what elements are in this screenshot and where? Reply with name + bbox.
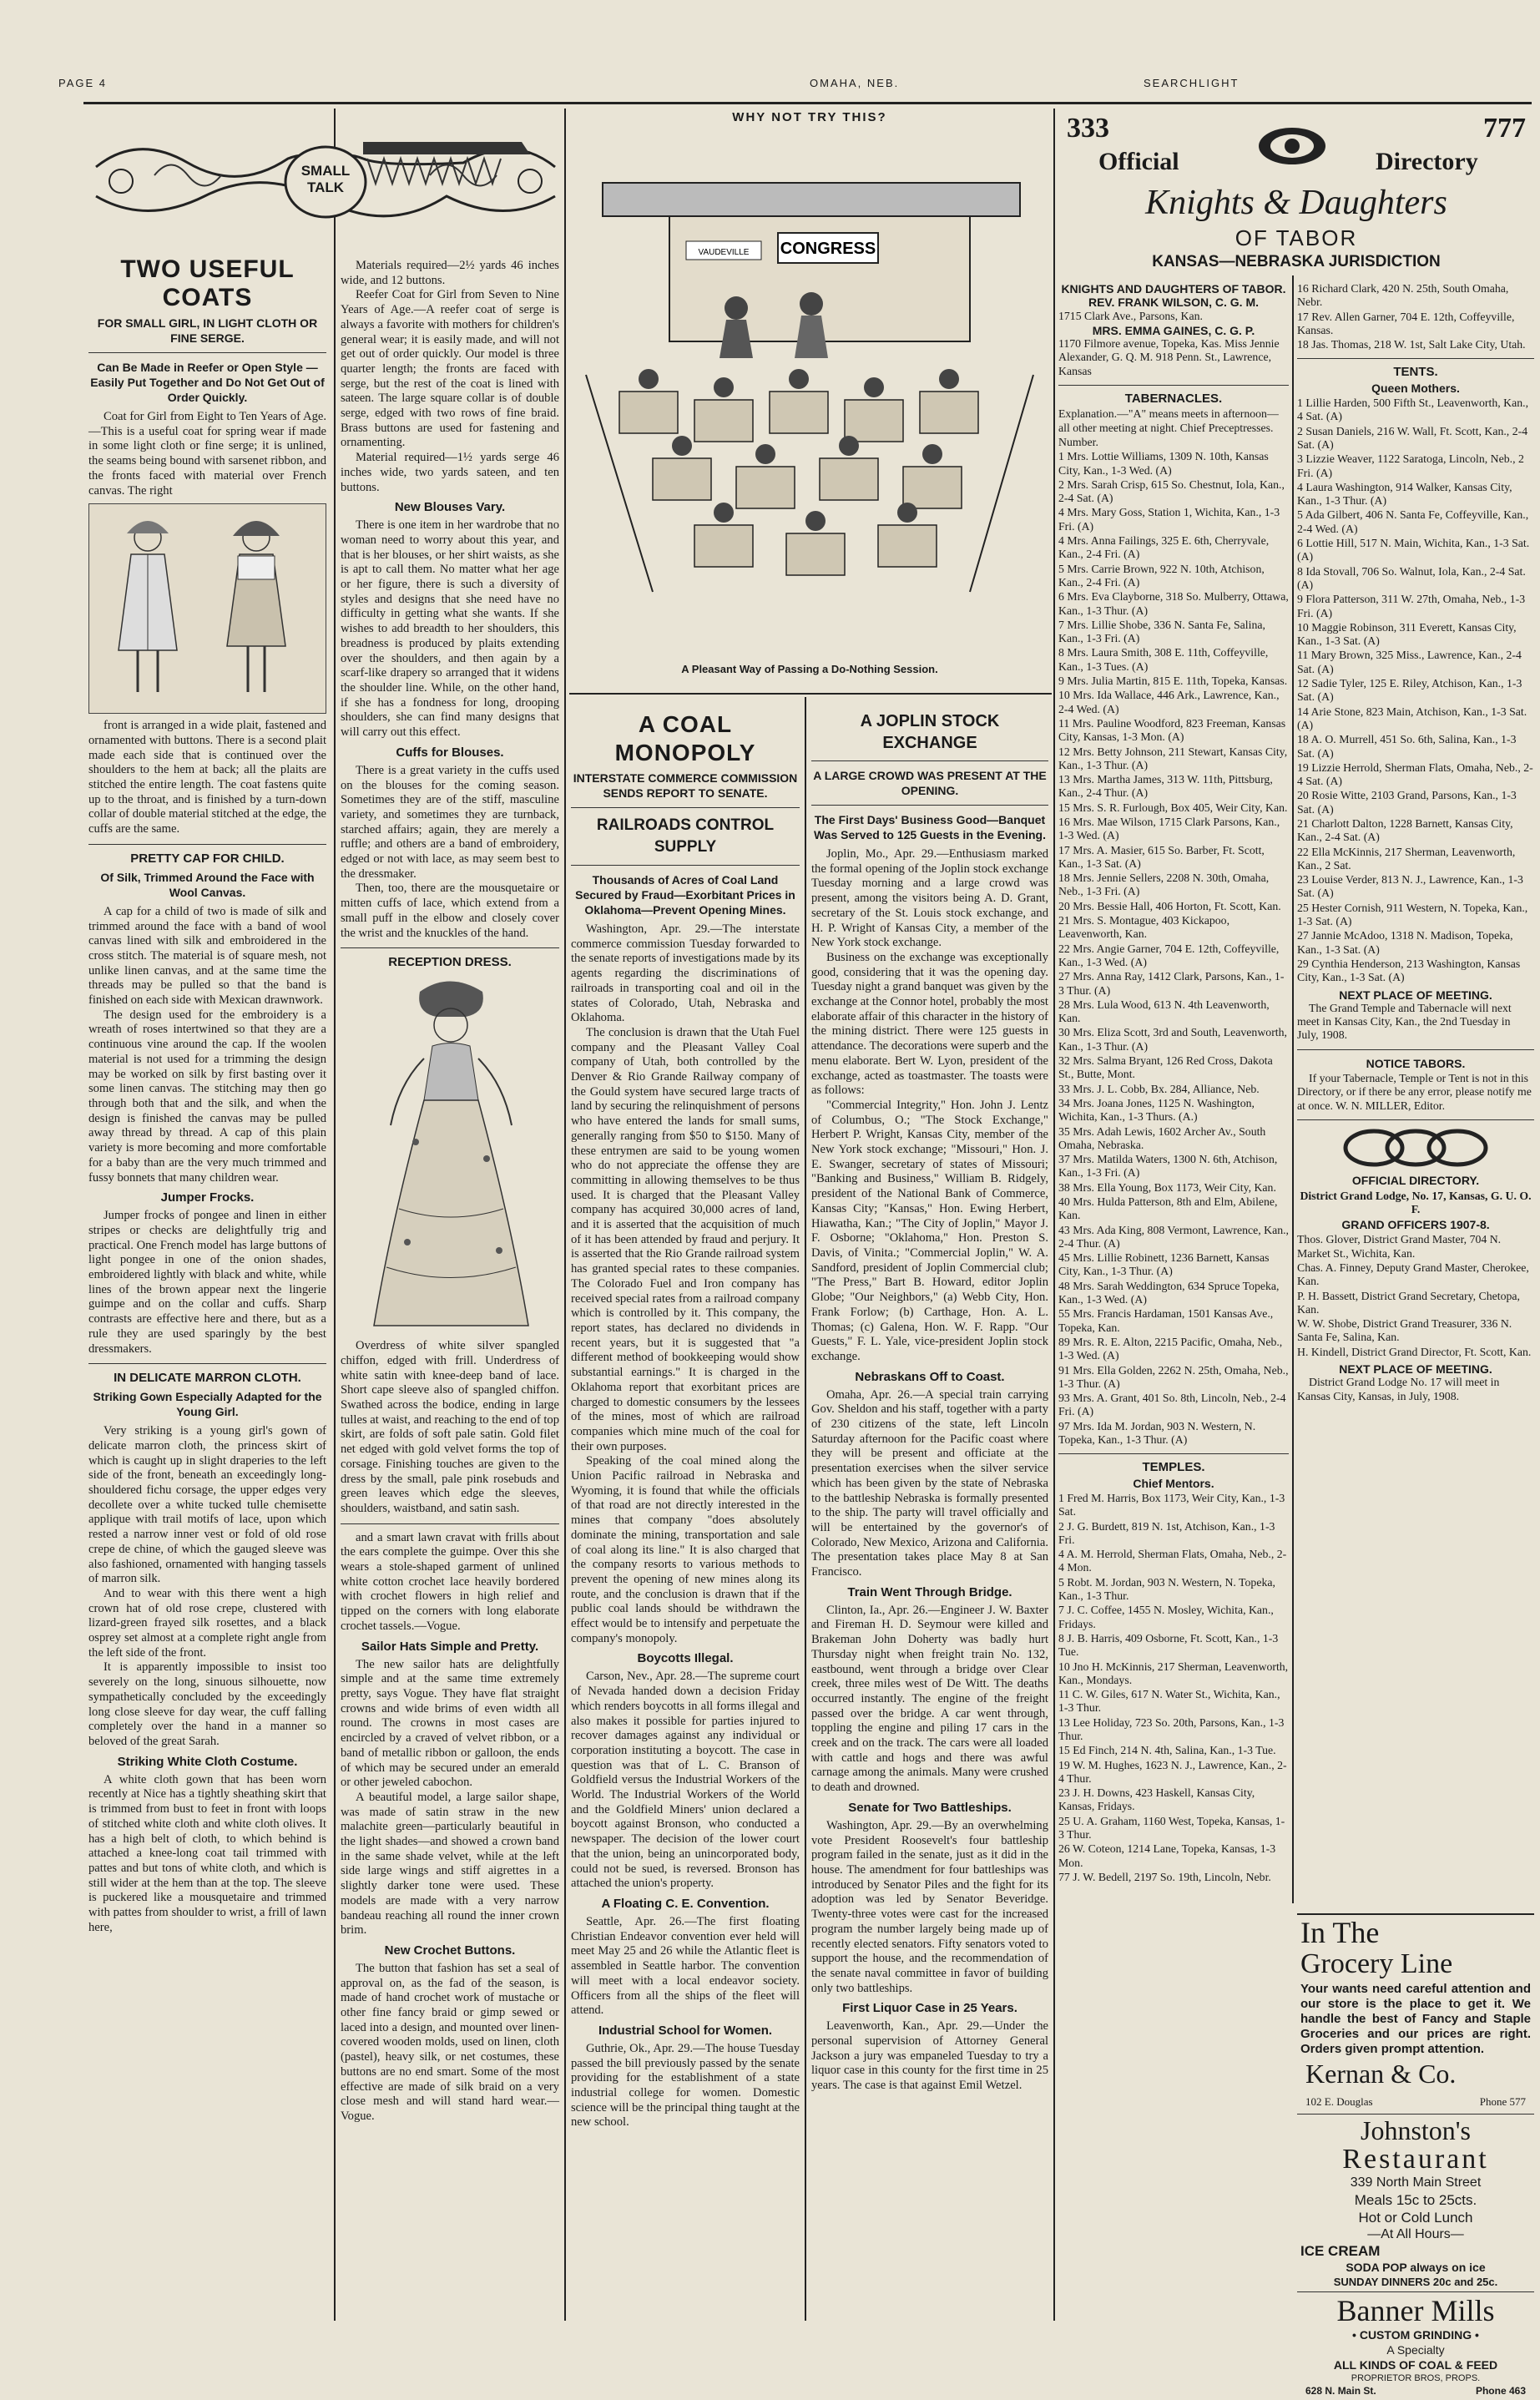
column-rule [564,109,566,2321]
temples-subheading: Chief Mentors. [1133,1476,1214,1490]
three-links-icon [1297,1127,1534,1169]
headline-jumper-frocks: Jumper Frocks. [160,1190,255,1205]
directory-entry: 14 Arie Stone, 823 Main, Atchison, Kan., 1-3 Sat. (A) [1297,705,1527,731]
directory-entry: 18 Jas. Thomas, 218 W. 1st, Salt Lake City, Utah. [1297,338,1526,351]
directory-entry: 32 Mrs. Salma Bryant, 126 Red Cross, Dakota St., Butte, Mont. [1058,1054,1273,1081]
headline-reception-dress: RECEPTION DRESS. [388,955,512,970]
directory-entry: 37 Mrs. Matilda Waters, 1300 N. 6th, Atchison, Kan., 1-3 Fri. (A) [1058,1153,1278,1180]
kernan-name: Kernan & Co. [1305,2059,1457,2089]
directory-header [1058,113,1534,275]
column-4 [811,705,1048,2321]
subhead: INTERSTATE COMMERCE COMMISSION SENDS REPORT TO SENATE. [573,771,798,800]
directory-entry: 8 Ida Stovall, 706 So. Walnut, Iola, Kan., 2-4 Sat. (A) [1297,564,1526,591]
directory-entry: 22 Ella McKinnis, 217 Sherman, Leavenworth, Kan., 2 Sat. [1297,845,1516,872]
directory-officer-2-address: 1170 Filmore avenue, Topeka, Kas. Miss Jennie Alexander, G. Q. M. 918 Penn. St., Lawrence, Kansas [1058,337,1280,377]
directory-entry: 15 Ed Finch, 214 N. 4th, Salina, Kan., 1-3 Tue. [1058,1744,1276,1757]
directory-entry: 10 Maggie Robinson, 311 Everett, Kansas City, Kan., 1-3 Sat. (A) [1297,620,1517,648]
directory-entry: 29 Cynthia Henderson, 213 Washington, Kansas City, Kan., 1-3 Sat. (A) [1297,957,1521,984]
directory-entry: 11 C. W. Giles, 617 N. Water St., Wichita, Kan., 1-3 Thur. [1058,1688,1280,1715]
article-text: Materials required—2½ yards 46 inches wide, and 12 buttons. [341,259,559,287]
directory-org: KNIGHTS AND DAUGHTERS OF TABOR. [1061,282,1286,296]
column-1 [88,250,326,2321]
masthead-city: OMAHA, NEB. [810,77,900,89]
cartoon-caption: A Pleasant Way of Passing a Do-Nothing Session. [681,663,938,675]
directory-entry: 48 Mrs. Sarah Weddington, 634 Spruce Topeka, Kan., 1-3 Wed. (A) [1058,1279,1280,1306]
headline-liquor-case: First Liquor Case in 25 Years. [842,2001,1017,2016]
headline-joplin-stock: A JOPLIN STOCK EXCHANGE [860,712,1000,752]
masthead [58,77,1536,99]
directory-officer-1: REV. FRANK WILSON, C. G. M. [1088,296,1260,310]
headline-marron-cloth: IN DELICATE MARRON CLOTH. [114,1371,301,1386]
directory-entry: 10 Mrs. Ida Wallace, 446 Ark., Lawrence, Kan., 2-4 Wed. (A) [1058,689,1280,715]
cartoon-rule [569,693,1052,695]
article-text: Material required—1½ yards serge 46 inches wide, two yards sateen, and ten buttons. [341,451,559,494]
article-text: front is arranged in a wide plait, fastened and ornamented with buttons. There is a second plait made each side that is continued over the shoulders to the hem at back; all the plaits are stitched the entire length. The coat fastens quite up to the throat, and is finished by a turn-down collar of double material stitched at the edge, the cuffs are the same. [88,719,326,836]
restaurant-word: Restaurant [1342,2144,1489,2175]
headline-coal-monopoly: A COAL MONOPOLY [614,711,756,765]
directory-entry: 25 Hester Cornish, 911 Western, N. Topeka, Kan., 1-3 Sat. (A) [1297,901,1528,928]
directory-number-right: 777 [1483,113,1526,144]
deck: Can Be Made in Reefer or Open Style —Easily Put Together and Do Not Get Out of Order Quickly. [90,361,325,404]
reception-dress-illustration [341,975,559,1334]
headline-battleships: Senate for Two Battleships. [848,1800,1012,1815]
directory-entry: 21 Mrs. S. Montague, 403 Kickapoo, Leavenworth, Kan. [1058,914,1230,941]
article-text: "Commercial Integrity," Hon. John J. Lentz of Columbus, O.; "The Stock Exchange," Herbert P. Wright, Kansas City, member of the New York stock exchange; "Missouri," Hon. J. E. Swanger, secretary of states of Missouri; "Banking and Business," William B. Ridgely, president of the National Bank of Commerce, Kansas City; "Kansas," Hon. Ewing Herbert, Hiawatha, Kan.; "The City of Joplin," Mayor J. F. Osborne; "Oklahoma," Hon. Preston S. Davis, of Vinita.; "Commercial Joplin," W. A. Sandford, president of Joplin Commercial club; "The Press," Bart B. Howard, editor Joplin Globe; "Our Neighbors," (a) Webb City, Hon. Frank Forlow; (b) Carthage, Hon. A. L. Thomas; (c) Galena, Hon. W. F. Rapp. "Our Guests," F. L. Yale, vice-president Joplin stock exchange. [811,1098,1048,1363]
column-rule [1292,275,1294,1903]
deck: Of Silk, Trimmed Around the Face with Wool Canvas. [100,870,315,899]
directory-entry: 17 Mrs. A. Masier, 615 So. Barber, Ft. Scott, Kan., 1-3 Sat. (A) [1058,843,1265,870]
tabernacles-heading: TABERNACLES. [1124,392,1223,407]
directory-entry: 5 Mrs. Carrie Brown, 922 N. 10th, Atchison, Kan., 2-4 Fri. (A) [1058,562,1265,589]
directory-entry: 6 Lottie Hill, 517 N. Main, Wichita, Kan., 1-3 Sat. (A) [1297,537,1530,563]
directory-title-directory: Directory [1376,148,1478,175]
directory-entry: 25 U. A. Graham, 1160 West, Topeka, Kansas, 1-3 Thur. [1058,1814,1285,1842]
directory-entry: 10 Jno H. McKinnis, 217 Sherman, Leavenworth, Kan., Mondays. [1058,1660,1289,1686]
grand-lodge-subheading: District Grand Lodge, No. 17, Kansas, G. U. O. F. [1300,1189,1532,1215]
directory-entry: 4 A. M. Herrold, Sherman Flats, Omaha, Neb., 2-4 Mon. [1058,1548,1287,1574]
subhead: FOR SMALL GIRL, IN LIGHT CLOTH OR FINE SERGE. [97,316,318,345]
directory-entry: P. H. Bassett, District Grand Secretary, Chetopa, Kan. [1297,1289,1520,1316]
column-rule [334,109,336,2321]
article-text: It is apparently impossible to insist too severely on the long, sinuous silhouette, now sympathetically concluded by the exceedingly long close sleeve for day wear, the cuff falling completely over the hand in a manner so beloved of the great Sarah. [88,1660,326,1748]
directory-column-a [1058,282,1289,2319]
deck: Thousands of Acres of Coal Land Secured by Fraud—Exorbitant Prices in Oklahoma—Prevent Opening Mines. [575,873,795,917]
directory-entry: 2 Susan Daniels, 216 W. Wall, Ft. Scott, Kan., 2-4 Sat. (A) [1297,424,1528,451]
directory-entry: 4 Mrs. Anna Failings, 325 E. 6th, Cherryvale, Kan., 2-4 Fri. (A) [1058,534,1270,561]
directory-entry: 27 Jannie McAdoo, 1318 N. Madison, Topeka, Kan., 1-3 Sat. (A) [1297,929,1513,956]
cartoon-sign-congress: CONGRESS [780,240,876,258]
article-text: There is a great variety in the cuffs used on the blouses for the coming season. Sometimes they are of the stiff, masculine variety, and sometimes they are turnback, starched affairs; again, they are merely a ruffle; and others are a band of embroidery, edged or not with lace, as may seem best to the dressmaker. [341,763,559,881]
directory-entry: 38 Mrs. Ella Young, Box 1173, Weir City, Kan. [1058,1180,1276,1194]
directory-entry: 40 Mrs. Hulda Patterson, 8th and Elm, Abilene, Kan. [1058,1195,1278,1222]
headline-boycotts: Boycotts Illegal. [637,1651,734,1666]
grand-officers-heading: GRAND OFFICERS 1907-8. [1341,1218,1490,1232]
tents-heading: TENTS. [1393,365,1438,380]
directory-entry: 93 Mrs. A. Grant, 401 So. 8th, Lincoln, Neb., 2-4 Fri. (A) [1058,1392,1286,1418]
banner-phone: Phone 463 [1475,2385,1526,2397]
article-text: A beautiful model, a large sailor shape, was made of satin straw in the new malachite green—particularly beautiful in the light shades—and showed a crown band in the same shade velvet, while at the left side large wings and stiff aigrettes in a slightly darker tone were used. These models are made with a very narrow bandeau reaching all round the inner crown brim. [341,1790,559,1938]
directory-entry: 4 Mrs. Mary Goss, Station 1, Wichita, Kan., 1-3 Fri. (A) [1058,506,1280,533]
directory-entry: 27 Mrs. Anna Ray, 1412 Clark, Parsons, Kan., 1-3 Thur. (A) [1058,970,1285,997]
official-directory-heading: OFFICIAL DIRECTORY. [1351,1174,1480,1188]
directory-entry: 5 Robt. M. Jordan, 903 N. Western, N. Topeka, Kan., 1-3 Thur. [1058,1575,1275,1603]
tabernacles-number-label: Number. [1058,435,1098,448]
lodge-next-meeting-text: District Grand Lodge No. 17 will meet in Kansas City, Kansas, in July, 1908. [1297,1376,1500,1402]
directory-entry: 97 Mrs. Ida M. Jordan, 903 N. Western, N. Topeka, Kan., 1-3 Thur. (A) [1058,1419,1256,1447]
directory-entry: H. Kindell, District Grand Director, Ft. Scott, Kan. [1297,1345,1532,1358]
directory-entry: 1 Fred M. Harris, Box 1173, Weir City, Kan., 1-3 Sat. [1058,1491,1285,1518]
subhead: A LARGE CROWD WAS PRESENT AT THE OPENING. [813,769,1047,797]
article-text: Reefer Coat for Girl from Seven to Nine Years of Age.—A reefer coat of serge is always a favorite with mothers for children's general wear; it is easily made, and will not get out of order quickly. Our model is three quarter length; the fronts are faced with serge, but the rest of the coat is lined with sateen. The large square collar is of double serge, edged with two rows of fine braid. Brass buttons are used for fastening and ornamenting. [341,288,559,450]
temples-continued-list [1297,282,1534,351]
lodge-next-meeting-heading: NEXT PLACE OF MEETING. [1339,1362,1492,1377]
banner-custom-grinding: • CUSTOM GRINDING • [1352,2328,1479,2342]
headline-floating-convention: A Floating C. E. Convention. [601,1897,770,1911]
directory-entry: 9 Mrs. Julia Martin, 815 E. 11th, Topeka, Kansas. [1058,675,1288,688]
directory-entry: Chas. A. Finney, Deputy Grand Master, Cherokee, Kan. [1297,1261,1529,1288]
article-text: The conclusion is drawn that the Utah Fuel company and the Pleasant Valley Coal company of Utah, both controlled by the Denver & Rio Grande Railway company of the Gould system have secured large tracts of land by securing the relinquishment of persons who have entered the lands for small sums, generally ranging from $50 to $150. Many of these entrymen are said to be young women who do not appreciate the offense they are committing in allowing themselves to be thus used. It is charged that the Pleasant Valley company has acquired 30,000 acres of land, and it is asserted that the acquisition of much of it has been attended by fraud and perjury. It is asserted that the Rio Grande railroad system has granted special rates to these companies. The Colorado Fuel and Iron company has received special rates from a railroad company which is controlled by it. This company, the report states, has declared no dividends in recent years, but it is suggested that "a different method of bookkeeping would show substantial earnings." It is charged in the Oklahoma report that exorbitant prices are charged to domestic consumers by the lessees of the mines, most of which are railroad companies which mine much of the coal for their own purposes. [571,1025,800,1453]
eye-icon [1255,121,1330,171]
headline-railroads: RAILROADS CONTROL SUPPLY [596,816,775,856]
column-rule [1053,109,1055,2321]
directory-entry: 12 Sadie Tyler, 125 E. Riley, Atchison, Kan., 1-3 Sat. (A) [1297,677,1522,704]
directory-title-main: Knights & Daughters [1145,184,1447,222]
cartoon [569,110,1050,695]
article-text: The button that fashion has set a seal of approval on, as the fad of the season, is made of hand crochet work of mustache or other fine fancy braid or gimp sewed or laced into a design, and mounted over linen-covered wooden molds, used on linen, cloth (pastel), heavy silk, or net costumes, these buttons are no end smart. Some of the most effective are made of silk braid on a very close mesh and will stand hard wear.—Vogue. [341,1961,559,2123]
column-rule [805,697,806,2321]
directory-number-left: 333 [1067,113,1109,144]
directory-entry: 23 J. H. Downs, 423 Haskell, Kansas City, Kansas, Fridays. [1058,1786,1255,1813]
directory-entry: 15 Mrs. S. R. Furlough, Box 405, Weir City, Kan. [1058,801,1288,814]
directory-entry: 11 Mary Brown, 325 Miss., Lawrence, Kan., 2-4 Sat. (A) [1297,649,1522,675]
article-text: Then, too, there are the mousquetaire or mitten cuffs of lace, which extend from a small puff in the elbow and closely cover the wrist and the knuckles of the hand. [341,882,559,940]
headline-crochet-buttons: New Crochet Buttons. [384,1943,516,1958]
article-text: Jumper frocks of pongee and linen in either stripes or checks are delightfully trig and practical. One French model has large buttons of light pongee in one of the onion shades, embroidered lightly with black and white, while lines of the brown appear next the lingerie guimpe and on the collar and cuffs. Sharp contrasts are effective here and there, but as a rule they are used sparingly by the best dressmakers. [88,1209,326,1356]
deck: The First Days' Business Good—Banquet Was Served to 125 Guests in the Evening. [813,813,1046,841]
directory-entry: 7 Mrs. Lillie Shobe, 336 N. Santa Fe, Salina, Kan., 1-3 Fri. (A) [1058,618,1265,645]
restaurant-address: 339 North Main Street [1350,2175,1482,2190]
cartoon-title: WHY NOT TRY THIS? [732,110,887,124]
article-text: Washington, Apr. 29.—By an overwhelming vote President Roosevelt's four battleship program failed in the senate, just as it did in the house. The amendment for four battleships was introduced by Senator Piles and the fight for its adoption was led by Senator Beveridge. Twenty-three votes were cast for the increased program the number largely being made up of recently elected senators. Fifty senators voted to support the house, and the recommendation of the senate naval committee in favor of building only two battleships. [811,1818,1048,1995]
directory-entry: 4 Laura Washington, 914 Walker, Kansas City, Kan., 1-3 Thur. (A) [1297,480,1512,508]
kernan-phone: Phone 577 [1479,2095,1526,2108]
ad-rule [1297,1913,1534,1915]
tents-list [1297,397,1534,984]
grocery-ad-text: Your wants need careful attention and our store is the place to get it. We handle the best of Fancy and Staple Groceries and our prices are right. Orders given prompt attention. [1300,1982,1531,2056]
directory-entry: 8 Mrs. Laura Smith, 308 E. 11th, Coffeyville, Kan., 1-3 Tues. (A) [1058,646,1269,673]
directory-entry: 19 Lizzie Herrold, Sherman Flats, Omaha, Neb., 2-4 Sat. (A) [1297,760,1533,788]
directory-entry: 22 Mrs. Angie Garner, 704 E. 12th, Coffeyville, Kan., 1-3 Wed. (A) [1058,942,1280,968]
temples-heading: TEMPLES. [1142,1460,1205,1475]
restaurant-lunch: Hot or Cold Lunch [1358,2210,1473,2226]
directory-entry: 20 Mrs. Bessie Hall, 406 Horton, Ft. Scott, Kan. [1058,899,1281,912]
directory-entry: 5 Ada Gilbert, 406 N. Santa Fe, Coffeyville, Kan., 2-4 Wed. (A) [1297,508,1529,535]
directory-entry: 35 Mrs. Adah Lewis, 1602 Archer Av., South Omaha, Nebraska. [1058,1124,1266,1151]
directory-entry: 23 Louise Verder, 813 N. J., Lawrence, Kan., 1-3 Sat. (A) [1297,873,1523,900]
article-text: Carson, Nev., Apr. 28.—The supreme court of Nevada handed down a decision Friday which renders boycotts in all forms illegal and also makes it possible for parties injured to recover damages against any individual or corporation instituting a boycott. The case in question was that of L. C. Branson of Goldfield versus the Industrial Workers of the World. The Industrial Workers of the World and the Goldfield Miners' union declared a boycott against Bronson, who conducted a newspaper. The decision of the lower court that the union, being an unincorporated body, could not be sued, is reversed. Bronson has attached the union's property. [571,1670,800,1891]
directory-entry: W. W. Shobe, District Grand Treasurer, 336 N. Santa Fe, Salina, Kan. [1297,1317,1512,1344]
article-text: A white cloth gown that has been worn recently at Nice has a tightly sheathing skirt that is trimmed from bust to feet in front with loops of stitched white cloth and white cloth olives. It has a high belt of cloth, to which behind is attached a knee-long coat tail trimmed with pattes and but tons of white cloth, and which is still wider at the hem than at the top. The sleeve is puckered like a mousquetaire and trimmed with pattes from shoulder to wrist, a frill of lawn here, [88,1772,326,1934]
grand-officers-list [1297,1233,1534,1359]
directory-entry: 2 Mrs. Sarah Crisp, 615 So. Chestnut, Iola, Kan., 2-4 Sat. (A) [1058,477,1285,505]
headline-sailor-hats: Sailor Hats Simple and Pretty. [361,1639,539,1654]
article-text: Leavenworth, Kan., Apr. 29.—Under the personal supervision of Attorney General Jackson a jury was empaneled Tuesday to try a liquor case in this county for the first time in 25 years. The case is that against Emil Wetzel. [811,2019,1048,2093]
directory-title-of: OF TABOR [1235,225,1358,250]
directory-entry: 18 Mrs. Jennie Sellers, 2208 N. 30th, Omaha, Neb., 1-3 Fri. (A) [1058,872,1270,898]
headline-industrial-school: Industrial School for Women. [598,2023,773,2038]
article-text: Guthrie, Ok., Apr. 29.—The house Tuesday passed the bill previously passed by the senate providing for the establishment of a state industrial college for women. Domestic science will be the principal thing taught at the new school. [571,2041,800,2130]
article-text: A cap for a child of two is made of silk and trimmed around the face with a band of wool canvas lined with silk and embroidered in the cross stitch. The material is of square mesh, not unlike linen canvas, and at the same time the threads may be pulled so that the band is finished on each side with Mexican drawnwork. [88,904,326,1008]
article-text: Overdress of white silver spangled chiffon, edged with frill. Underdress of white satin with knee-deep band of lace. Short cape sleeve also of spangled chiffon. Swathed across the bodice, ending in large tulles at waist, and reaching to the end of top skirt, are folds of soft pale satin. Gold filet net edged with gold velvet forms the top of corsage. Finishing touches are given to the dress by the small, pale pink rosebuds and green leaves which edge the sleeves, shoulders, waistband, and satin sash. [341,1339,559,1515]
banner-mills-name: Banner Mills [1336,2294,1495,2327]
tabernacles-explanation: Explanation.—"A" means meets in afternoon—all other meeting at night. Chief Preceptresses. [1058,407,1279,434]
banner-coal: ALL KINDS OF COAL & FEED [1333,2358,1498,2372]
directory-entry: 1 Lillie Harden, 500 Fifth St., Leavenworth, Kan., 4 Sat. (A) [1297,397,1529,423]
grocery-ad-heading-1: In The [1300,1916,1380,1949]
article-text: The new sailor hats are delightfully simple and at the same time extremely pretty, says Vogue. They have flat straight crowns and wide brims of even width all round. The crowns in most cases are encircled by a craved of velvet ribbon, or a band of metallic ribbon or galloon, the ends of which may be secured under an emerald or other jeweled cabochon. [341,1657,559,1790]
directory-entry: 21 Charlott Dalton, 1228 Barnett, Kansas City, Kan., 2-4 Sat. (A) [1297,816,1513,844]
directory-entry: 17 Rev. Allen Garner, 704 E. 12th, Coffeyville, Kansas. [1297,310,1515,336]
directory-entry: 16 Mrs. Mae Wilson, 1715 Clark Parsons, Kan., 1-3 Wed. (A) [1058,815,1280,842]
deck: Striking Gown Especially Adapted for the Young Girl. [93,1390,322,1419]
headline-nebraskans: Nebraskans Off to Coast. [855,1369,1005,1384]
directory-entry: 18 A. O. Murrell, 451 So. 6th, Salina, Kan., 1-3 Sat. (A) [1297,733,1517,760]
grocery-ad-heading-2: Grocery Line [1300,1948,1453,1979]
directory-entry: 3 Lizzie Weaver, 1122 Saratoga, Lincoln, Neb., 2 Fri. (A) [1297,452,1524,479]
top-rule [83,102,1532,104]
directory-entry: 34 Mrs. Joana Jones, 1125 N. Washington, Wichita, Kan., 1-3 Thurs. (A.) [1058,1096,1255,1124]
article-text: Coat for Girl from Eight to Ten Years of Age.—This is a useful coat for spring wear if made in some light cloth or fine serge; it is unlined, the seams being bound with sarsenet ribbon, and the fronts faced with material over French canvas. The right [88,410,326,498]
page-number: PAGE 4 [58,77,108,89]
article-text: Joplin, Mo., Apr. 29.—Enthusiasm marked the formal opening of the Joplin stock exchange Tuesday morning and a large crowd was present, among the visitors being A. D. Grant, secretary of the St. Louis stock exchange, and H. P. Wright of Kansas City, a member of the New York stock exchange. [811,847,1048,950]
directory-entry: 8 J. B. Harris, 409 Osborne, Ft. Scott, Kan., 1-3 Tue. [1058,1631,1279,1659]
small-talk-title: SMALL TALK [300,163,351,195]
article-text: There is one item in her wardrobe that no woman need to worry about this year, and that is her blouses, or her shirt waists, as she is apt to call them. No matter what her age or her figure, there is such a diversity of styles and designs that she need have no difficulty in getting what she wants. If she wishes to add breadth to her shoulders, this breadness is produced by plaits extending over the shoulders, and then again by a scarf-like drapery so arranged that it widens the shoulder line. While, on the other hand, if she has a fondness for long, drooping shoulders, she can find many designs that will carry out this effect. [341,518,559,740]
directory-entry: 13 Mrs. Martha James, 313 W. 11th, Pittsburg, Kan., 2-4 Thur. (A) [1058,773,1273,800]
directory-entry: 91 Mrs. Ella Golden, 2262 N. 25th, Omaha, Neb., 1-3 Thur. (A) [1058,1363,1289,1390]
directory-entry: 26 W. Coteon, 1214 Lane, Topeka, Kansas, 1-3 Mon. [1058,1842,1276,1869]
headline-cuffs: Cuffs for Blouses. [396,745,504,760]
article-text: Very striking is a young girl's gown of delicate marron cloth, the princess skirt of which is caught up in slight draperies to the left side of the front, beneath an exceedingly long-shouldered fichu corsage, the upper edges very decollete over a white tucked tulle chemisette applique with trail motifs of lace, upon which rested a narrow inner vest or fold of old rose crepe de chine, of which the gauged sleeve was also fashioned, ornamented with hanging tassels of marron silk. [88,1424,326,1586]
article-text: Omaha, Apr. 26.—A special train carrying Gov. Sheldon and his staff, together with a party of 230 citizens of the state, left Lincoln Saturday afternoon for the Pacific coast where they will be present and officiate at the presentation exercises when the silver service which has been given by the state of Nebraska to the battleship Nebraska is formally presented to the ship. The party will travel officially and will be entertained by the governor's of Colorado, New Mexico, Arizona and California. The presentation takes place May 8 at San Francisco. [811,1387,1048,1579]
cartoon-sign-vaudeville: VAUDEVILLE [698,248,750,257]
directory-entry: 43 Mrs. Ada King, 808 Vermont, Lawrence, Kan., 2-4 Thur. (A) [1058,1223,1290,1250]
directory-entry: 6 Mrs. Eva Clayborne, 318 So. Mulberry, Ottawa, Kan., 1-3 Thur. (A) [1058,590,1289,617]
advertisements [1297,1916,1534,2397]
directory-entry: 19 W. M. Hughes, 1623 N. J., Lawrence, Kan., 2-4 Thur. [1058,1758,1287,1785]
notice-heading: NOTICE TABORS. [1366,1056,1466,1070]
article-text: And to wear with this there went a high crown hat of old rose crepe, clustered with lizard-green frayed silk rosettes, and a black osprey set almost at a complete right angle from the left side of the front. [88,1586,326,1660]
directory-entry: 55 Mrs. Francis Hardaman, 1501 Kansas Ave., Topeka, Kan. [1058,1307,1274,1334]
masthead-title: SEARCHLIGHT [1144,77,1240,89]
restaurant-meals: Meals 15c to 25cts. [1354,2192,1477,2208]
directory-entry: 12 Mrs. Betty Johnson, 211 Stewart, Kansas City, Kan., 1-3 Thur. (A) [1058,745,1288,771]
headline-white-cloth: Striking White Cloth Costume. [117,1754,298,1769]
directory-entry: 28 Mrs. Lula Wood, 613 N. 4th Leavenworth, Kan. [1058,998,1270,1025]
restaurant-hours: —At All Hours— [1367,2227,1464,2241]
directory-entry: 77 J. W. Bedell, 2197 So. 19th, Lincoln, Nebr. [1058,1870,1271,1883]
directory-entry: 2 J. G. Burdett, 819 N. 1st, Atchison, Kan., 1-3 Fri. [1058,1519,1275,1546]
headline-train-bridge: Train Went Through Bridge. [847,1584,1012,1599]
directory-entry: 16 Richard Clark, 420 N. 25th, South Omaha, Nebr. [1297,282,1509,309]
johnston-name: Johnston's [1360,2115,1471,2145]
headline-pretty-cap: PRETTY CAP FOR CHILD. [130,851,285,866]
banner-proprietor: PROPRIETOR BROS, PROPS. [1351,2373,1481,2383]
small-talk-banner [88,117,563,242]
next-meeting-heading: NEXT PLACE OF MEETING. [1339,988,1492,1002]
next-meeting-text: The Grand Temple and Tabernacle will next meet in Kansas City, Kan., the 2nd Tuesday in July, 1908. [1297,1001,1512,1042]
restaurant-ice-cream: ICE CREAM [1300,2243,1381,2259]
article-text: Seattle, Apr. 26.—The first floating Christian Endeavor convention ever held will meet May 25 and 26 while the Atlantic fleet is assembled in Seattle harbor. The convention will meet with a local endeavor society. Officers from all the ships of the fleet will attend. [571,1915,800,2018]
tabernacles-list [1058,450,1289,1447]
article-text: Business on the exchange was exceptionally good, considering that it was the opening day. Tuesday night a grand banquet was given by the exchange at the Connor hotel, probably the most elaborate affair of this character in the history of the mining district. There were 125 guests in attendance. The decorations were superb and the menu elaborate. Bert W. Lyon, president of the exchange, acted as toastmaster. The toasts were as follows: [811,950,1048,1098]
woman-gown-image [341,975,559,1334]
restaurant-soda: SODA POP always on ice [1346,2261,1486,2274]
headline-new-blouses: New Blouses Vary. [394,500,506,515]
kernan-address: 102 E. Douglas [1305,2095,1373,2108]
girls-coats-image [89,504,326,713]
temples-list [1058,1492,1289,1884]
tents-subheading: Queen Mothers. [1371,381,1460,395]
restaurant-sunday: SUNDAY DINNERS 20c and 25c. [1333,2276,1498,2288]
directory-column-b [1297,282,1534,1910]
banner-address: 628 N. Main St. [1305,2385,1376,2397]
directory-entry: 33 Mrs. J. L. Cobb, Bx. 284, Alliance, Neb. [1058,1082,1260,1095]
directory-entry: 1 Mrs. Lottie Williams, 1309 N. 10th, Kansas City, Kan., 1-3 Wed. (A) [1058,450,1269,477]
directory-title-official: Official [1098,148,1179,175]
directory-entry: 9 Flora Patterson, 311 W. 27th, Omaha, Neb., 1-3 Fri. (A) [1297,593,1526,619]
article-text: Speaking of the coal mined along the Union Pacific railroad in Nebraska and Wyoming, it is found that while the officials of that road are not directly interested in the mines that company "does absolutely dominate the mining, transportation and sale of coal along its line." It is also charged that the company resorts to various methods to prevent the opening of new mines along its route, and the conclusion is drawn that if the public coal lands should be withdrawn the effect would be to intensify and perpetuate the company's monopoly. [571,1454,800,1645]
coats-illustration [88,503,326,714]
directory-jurisdiction: KANSAS—NEBRASKA JURISDICTION [1152,253,1441,270]
directory-entry: 7 J. C. Coffee, 1455 N. Mosley, Wichita, Kan., Fridays. [1058,1604,1274,1630]
directory-entry: 13 Lee Holiday, 723 So. 20th, Parsons, Kan., 1-3 Thur. [1058,1715,1285,1742]
column-2 [341,259,559,2321]
directory-entry: 11 Mrs. Pauline Woodford, 823 Freeman, Kansas City, Kansas, 1-3 Mon. (A) [1058,716,1286,744]
notice-text: If your Tabernacle, Temple or Tent is not in this Directory, or if there be any error, please notify me at once. W. N. MILLER, Editor. [1297,1072,1532,1112]
directory-officer-1-address: 1715 Clark Ave., Parsons, Kan. [1058,309,1203,322]
column-3 [571,705,800,2321]
directory-officer-2: MRS. EMMA GAINES, C. G. P. [1092,323,1255,337]
article-text: The design used for the embroidery is a wreath of roses intertwined so that they are a continuous vine around the cap. If the woolen material is not used for a trimming the design may be worked on silk by first basting over it some linen canvas. The stitching may then go through both that and the silk, and when the design is finished the canvas may be pulled away thread by thread. A cap of this plain variety is more becoming and more comfortable for a baby than are the very much trimmed and fussy bonnets that many children wear. [88,1008,326,1185]
article-text: Clinton, Ia., Apr. 26.—Engineer J. W. Baxter and Fireman H. D. Seymour were killed and Brakeman John Doherty was badly hurt Thursday night when freight train No. 132, eastbound, went through a bridge over Clear creek, three miles west of De Witt. The deaths occurred instantly. The engine of the freight passed over the bridge. A car went through, toppling the engine and piling 17 cars in the creek and on the track. The cars were all loaded with cattle and hogs and there was awful carnage among the animals. Many were crushed to death and drowned. [811,1603,1048,1795]
article-text: and a smart lawn cravat with frills about the ears complete the guimpe. Over this she wears a stole-shaped garment of unlined white cotton crochet lace heavily bordered with crochet flowers in high relief and tipped on the corners with long elaborate crochet tassels.—Vogue. [341,1530,559,1633]
congress-cartoon-image [569,124,1050,659]
directory-entry: Thos. Glover, District Grand Master, 704 N. Market St., Wichita, Kan. [1297,1233,1502,1260]
directory-entry: 89 Mrs. R. E. Alton, 2215 Pacific, Omaha, Neb., 1-3 Wed. (A) [1058,1335,1283,1362]
headline-two-useful-coats: TWO USEFUL COATS [120,255,295,311]
directory-entry: 20 Rosie Witte, 2103 Grand, Parsons, Kan., 1-3 Sat. (A) [1297,789,1517,816]
directory-entry: 45 Mrs. Lillie Robinett, 1236 Barnett, Kansas City, Kan., 1-3 Thur. (A) [1058,1251,1270,1278]
directory-entry: 30 Mrs. Eliza Scott, 3rd and South, Leavenworth, Kan., 1-3 Thur. (A) [1058,1026,1287,1053]
article-text: Washington, Apr. 29.—The interstate commerce commission Tuesday forwarded to the senate reports of investigations made by its agents regarding the discriminations of railroads in transporting coal and oil in the states of Colorado, Utah, Nebraska and Oklahoma. [571,922,800,1025]
banner-specialty: A Specialty [1386,2343,1445,2357]
